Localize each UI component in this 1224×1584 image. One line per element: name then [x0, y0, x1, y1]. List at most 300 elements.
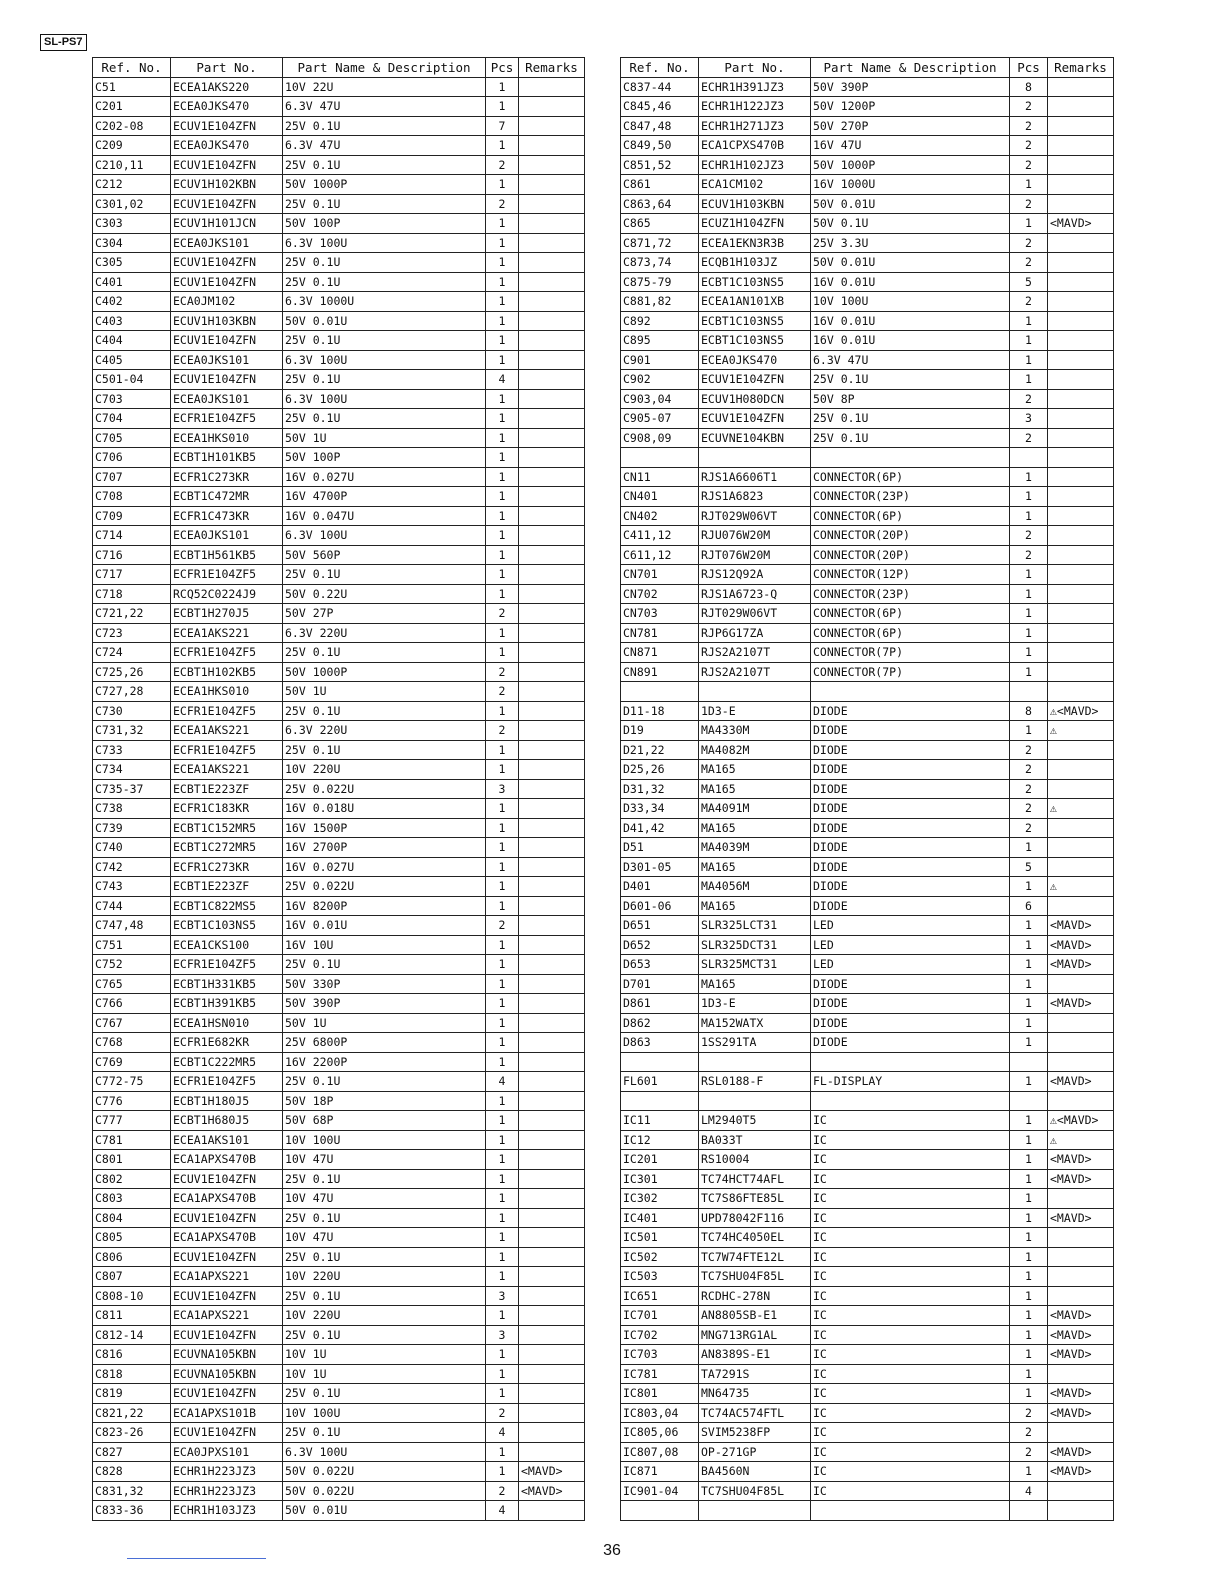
remarks-cell — [1048, 175, 1114, 195]
table-row — [621, 974, 1114, 994]
pcs-cell: 1 — [1010, 331, 1048, 351]
ref-no-cell: C801 — [93, 1150, 171, 1170]
header-ref-no: Ref. No. — [93, 58, 171, 78]
pcs-cell: 1 — [1010, 1325, 1048, 1345]
ref-no-cell: C708 — [93, 487, 171, 507]
ref-no-cell: C703 — [93, 389, 171, 409]
part-no-cell: RCDHC-278N — [699, 1286, 811, 1306]
table-row — [93, 623, 585, 643]
ref-no-cell: D301-05 — [621, 857, 699, 877]
description-cell: IC — [811, 1286, 1010, 1306]
pcs-cell: 2 — [1010, 779, 1048, 799]
header-ref-no: Ref. No. — [621, 58, 699, 78]
table-row — [621, 409, 1114, 429]
table-row — [93, 1364, 585, 1384]
footer-rule — [127, 1558, 266, 1559]
table-row — [621, 1442, 1114, 1462]
part-no-cell: MA4039M — [699, 838, 811, 858]
remarks-cell — [1048, 155, 1114, 175]
table-row — [93, 857, 585, 877]
part-no-cell: ECBT1C103NS5 — [699, 311, 811, 331]
remarks-cell — [519, 1345, 585, 1365]
part-no-cell: 1SS291TA — [699, 1033, 811, 1053]
part-no-cell: ECUV1E104ZFN — [171, 1286, 283, 1306]
description-cell: LED — [811, 955, 1010, 975]
description-cell: 50V 1U — [283, 428, 486, 448]
remarks-cell — [519, 1247, 585, 1267]
description-cell: IC — [811, 1384, 1010, 1404]
ref-no-cell: C806 — [93, 1247, 171, 1267]
pcs-cell: 1 — [486, 1306, 519, 1326]
table-row — [93, 370, 585, 390]
description-cell: 50V 0.22U — [283, 584, 486, 604]
ref-no-cell: D41,42 — [621, 818, 699, 838]
table-row — [93, 1481, 585, 1501]
pcs-cell: 2 — [1010, 116, 1048, 136]
description-cell: DIODE — [811, 779, 1010, 799]
table-row — [93, 292, 585, 312]
remarks-cell: <MAVD> — [1048, 1150, 1114, 1170]
table-row — [93, 1228, 585, 1248]
part-no-cell: ECHR1H102JZ3 — [699, 155, 811, 175]
description-cell: 50V 27P — [283, 604, 486, 624]
ref-no-cell: C411,12 — [621, 526, 699, 546]
table-row — [621, 1462, 1114, 1482]
pcs-cell: 1 — [486, 233, 519, 253]
part-no-cell: ECUV1H102KBN — [171, 175, 283, 195]
table-row — [93, 1345, 585, 1365]
description-cell: 6.3V 100U — [283, 526, 486, 546]
pcs-cell: 1 — [486, 857, 519, 877]
part-no-cell: ECUV1E104ZFN — [699, 370, 811, 390]
table-row — [621, 448, 1114, 468]
table-row — [621, 1345, 1114, 1365]
ref-no-cell: D11-18 — [621, 701, 699, 721]
ref-no-cell: C849,50 — [621, 136, 699, 156]
part-no-cell: ECUV1H103KBN — [699, 194, 811, 214]
description-cell: 25V 0.1U — [283, 194, 486, 214]
pcs-cell: 1 — [1010, 1364, 1048, 1384]
ref-no-cell: D31,32 — [621, 779, 699, 799]
description-cell: 6.3V 47U — [283, 97, 486, 117]
pcs-cell: 1 — [486, 1267, 519, 1287]
pcs-cell: 1 — [1010, 487, 1048, 507]
description-cell: 25V 0.1U — [283, 565, 486, 585]
description-cell: FL-DISPLAY — [811, 1072, 1010, 1092]
table-row — [93, 1384, 585, 1404]
description-cell: 50V 68P — [283, 1111, 486, 1131]
description-cell: 50V 1000P — [283, 175, 486, 195]
remarks-cell — [519, 506, 585, 526]
table-row — [621, 1247, 1114, 1267]
pcs-cell: 1 — [486, 1033, 519, 1053]
table-row — [621, 155, 1114, 175]
remarks-cell — [519, 799, 585, 819]
part-no-cell: ECA1APXS470B — [171, 1189, 283, 1209]
table-row — [621, 350, 1114, 370]
pcs-cell: 2 — [1010, 253, 1048, 273]
remarks-cell — [519, 1130, 585, 1150]
part-no-cell: ECBT1H680J5 — [171, 1111, 283, 1131]
table-row — [93, 272, 585, 292]
remarks-cell — [519, 916, 585, 936]
part-no-cell: MA165 — [699, 857, 811, 877]
ref-no-cell: C752 — [93, 955, 171, 975]
part-no-cell: MNG713RG1AL — [699, 1325, 811, 1345]
description-cell: 25V 0.1U — [283, 1384, 486, 1404]
description-cell: DIODE — [811, 877, 1010, 897]
description-cell: 50V 1000P — [811, 155, 1010, 175]
ref-no-cell — [621, 1052, 699, 1072]
table-row — [621, 643, 1114, 663]
remarks-cell: <MAVD> — [1048, 1169, 1114, 1189]
remarks-cell — [1048, 194, 1114, 214]
ref-no-cell: D21,22 — [621, 740, 699, 760]
table-row — [93, 116, 585, 136]
remarks-cell — [519, 1013, 585, 1033]
remarks-cell — [1048, 272, 1114, 292]
pcs-cell: 2 — [1010, 760, 1048, 780]
table-row — [621, 721, 1114, 741]
remarks-cell: ⚠ — [1048, 799, 1114, 819]
ref-no-cell: C727,28 — [93, 682, 171, 702]
pcs-cell — [1010, 682, 1048, 702]
table-row — [93, 799, 585, 819]
ref-no-cell: C767 — [93, 1013, 171, 1033]
remarks-cell: <MAVD> — [519, 1462, 585, 1482]
pcs-cell: 1 — [486, 311, 519, 331]
ref-no-cell: C731,32 — [93, 721, 171, 741]
description-cell: 50V 8P — [811, 389, 1010, 409]
pcs-cell: 1 — [1010, 662, 1048, 682]
description-cell: 50V 0.01U — [811, 253, 1010, 273]
part-no-cell: ECFR1C473KR — [171, 506, 283, 526]
table-row — [93, 155, 585, 175]
part-no-cell: RJS1A6606T1 — [699, 467, 811, 487]
part-no-cell: ECUV1E104ZFN — [171, 194, 283, 214]
part-no-cell: ECUV1E104ZFN — [699, 409, 811, 429]
description-cell: IC — [811, 1130, 1010, 1150]
ref-no-cell: IC901-04 — [621, 1481, 699, 1501]
remarks-cell — [519, 1111, 585, 1131]
table-row — [93, 604, 585, 624]
remarks-cell: ⚠<MAVD> — [1048, 701, 1114, 721]
table-row — [93, 994, 585, 1014]
table-row — [93, 389, 585, 409]
ref-no-cell: C837-44 — [621, 77, 699, 97]
part-no-cell: ECUV1E104ZFN — [171, 1384, 283, 1404]
part-no-cell: RJS1A6823 — [699, 487, 811, 507]
table-row — [621, 584, 1114, 604]
part-no-cell: ECBT1H561KB5 — [171, 545, 283, 565]
part-no-cell: ECBT1C103NS5 — [699, 272, 811, 292]
description-cell: 50V 100P — [283, 214, 486, 234]
ref-no-cell: C202-08 — [93, 116, 171, 136]
part-no-cell: ECFR1C273KR — [171, 857, 283, 877]
ref-no-cell: C827 — [93, 1442, 171, 1462]
part-no-cell: ECHR1H223JZ3 — [171, 1462, 283, 1482]
description-cell: IC — [811, 1481, 1010, 1501]
table-row — [93, 448, 585, 468]
ref-no-cell — [621, 448, 699, 468]
description-cell: IC — [811, 1111, 1010, 1131]
pcs-cell: 1 — [486, 253, 519, 273]
pcs-cell: 3 — [486, 779, 519, 799]
remarks-cell — [1048, 1286, 1114, 1306]
pcs-cell: 1 — [1010, 506, 1048, 526]
description-cell: 50V 0.022U — [283, 1462, 486, 1482]
part-no-cell: ECUV1E104ZFN — [171, 1247, 283, 1267]
ref-no-cell: C776 — [93, 1091, 171, 1111]
table-row — [93, 1501, 585, 1521]
pcs-cell: 1 — [1010, 877, 1048, 897]
remarks-cell — [519, 1286, 585, 1306]
pcs-cell: 1 — [486, 643, 519, 663]
remarks-cell: ⚠ — [1048, 877, 1114, 897]
parts-table-right — [620, 57, 1114, 1521]
remarks-cell — [1048, 604, 1114, 624]
ref-no-cell: C709 — [93, 506, 171, 526]
pcs-cell: 1 — [1010, 1267, 1048, 1287]
remarks-cell: <MAVD> — [1048, 994, 1114, 1014]
description-cell — [811, 1091, 1010, 1111]
ref-no-cell: C305 — [93, 253, 171, 273]
description-cell: 25V 0.1U — [283, 253, 486, 273]
remarks-cell — [1048, 1052, 1114, 1072]
pcs-cell: 1 — [486, 1130, 519, 1150]
description-cell: CONNECTOR(6P) — [811, 506, 1010, 526]
description-cell — [811, 682, 1010, 702]
part-no-cell: SLR325LCT31 — [699, 916, 811, 936]
part-no-cell: ECA1APXS101B — [171, 1403, 283, 1423]
ref-no-cell: C781 — [93, 1130, 171, 1150]
part-no-cell: ECEA0JKS101 — [171, 526, 283, 546]
table-row — [621, 838, 1114, 858]
description-cell: DIODE — [811, 1033, 1010, 1053]
description-cell: 25V 0.022U — [283, 779, 486, 799]
table-row — [621, 526, 1114, 546]
pcs-cell: 1 — [1010, 175, 1048, 195]
description-cell: CONNECTOR(6P) — [811, 623, 1010, 643]
pcs-cell: 3 — [1010, 409, 1048, 429]
table-row — [621, 1169, 1114, 1189]
ref-no-cell: C209 — [93, 136, 171, 156]
part-no-cell: TC74AC574FTL — [699, 1403, 811, 1423]
part-no-cell: RS10004 — [699, 1150, 811, 1170]
part-no-cell: ECUVNE104KBN — [699, 428, 811, 448]
ref-no-cell: C739 — [93, 818, 171, 838]
ref-no-cell: C908,09 — [621, 428, 699, 448]
table-row — [93, 1208, 585, 1228]
pcs-cell: 2 — [486, 604, 519, 624]
pcs-cell: 1 — [486, 292, 519, 312]
description-cell: IC — [811, 1189, 1010, 1209]
table-row — [621, 877, 1114, 897]
remarks-cell: ⚠ — [1048, 721, 1114, 741]
description-cell: 16V 10U — [283, 935, 486, 955]
table-row — [93, 311, 585, 331]
part-no-cell: RCQ52C0224J9 — [171, 584, 283, 604]
description-cell: 10V 100U — [283, 1130, 486, 1150]
pcs-cell: 2 — [486, 194, 519, 214]
table-row — [621, 760, 1114, 780]
pcs-cell: 1 — [1010, 1189, 1048, 1209]
ref-no-cell: D863 — [621, 1033, 699, 1053]
pcs-cell: 1 — [486, 760, 519, 780]
pcs-cell: 8 — [1010, 701, 1048, 721]
ref-no-cell: C805 — [93, 1228, 171, 1248]
pcs-cell: 1 — [486, 136, 519, 156]
remarks-cell — [519, 233, 585, 253]
remarks-cell — [1048, 467, 1114, 487]
part-no-cell: ECEA0JKS101 — [171, 233, 283, 253]
pcs-cell: 4 — [486, 1072, 519, 1092]
description-cell: 10V 220U — [283, 760, 486, 780]
description-cell: 6.3V 47U — [811, 350, 1010, 370]
part-no-cell: MA152WATX — [699, 1013, 811, 1033]
table-row — [621, 701, 1114, 721]
part-no-cell: ECUV1E104ZFN — [171, 253, 283, 273]
ref-no-cell: CN891 — [621, 662, 699, 682]
pcs-cell: 8 — [1010, 77, 1048, 97]
remarks-cell — [1048, 779, 1114, 799]
remarks-cell — [519, 97, 585, 117]
ref-no-cell — [621, 1091, 699, 1111]
pcs-cell: 2 — [1010, 1442, 1048, 1462]
table-row — [93, 818, 585, 838]
table-row — [621, 311, 1114, 331]
pcs-cell: 1 — [486, 584, 519, 604]
remarks-cell — [519, 1325, 585, 1345]
ref-no-cell: CN781 — [621, 623, 699, 643]
table-row — [93, 409, 585, 429]
ref-no-cell: C704 — [93, 409, 171, 429]
table-row — [621, 370, 1114, 390]
remarks-cell — [519, 604, 585, 624]
description-cell: 16V 1500P — [283, 818, 486, 838]
description-cell: 50V 0.022U — [283, 1481, 486, 1501]
remarks-cell — [519, 974, 585, 994]
remarks-cell — [1048, 584, 1114, 604]
ref-no-cell: CN703 — [621, 604, 699, 624]
table-row — [621, 1052, 1114, 1072]
table-row — [93, 350, 585, 370]
part-no-cell: RJS2A2107T — [699, 643, 811, 663]
part-no-cell: ECBT1C272MR5 — [171, 838, 283, 858]
part-no-cell: ECBT1C822MS5 — [171, 896, 283, 916]
pcs-cell: 1 — [1010, 1013, 1048, 1033]
description-cell: 50V 270P — [811, 116, 1010, 136]
part-no-cell: ECHR1H271JZ3 — [699, 116, 811, 136]
table-row — [93, 545, 585, 565]
part-no-cell: BA033T — [699, 1130, 811, 1150]
ref-no-cell: C821,22 — [93, 1403, 171, 1423]
ref-no-cell: C301,02 — [93, 194, 171, 214]
table-row — [621, 1306, 1114, 1326]
description-cell: 50V 0.01U — [283, 1501, 486, 1521]
ref-no-cell: CN871 — [621, 643, 699, 663]
description-cell: 16V 0.01U — [811, 311, 1010, 331]
ref-no-cell: C706 — [93, 448, 171, 468]
table-row — [621, 1033, 1114, 1053]
description-cell: 25V 0.1U — [283, 1423, 486, 1443]
pcs-cell: 1 — [1010, 311, 1048, 331]
table-row — [93, 428, 585, 448]
pcs-cell: 1 — [486, 740, 519, 760]
part-no-cell: ECFR1E104ZF5 — [171, 409, 283, 429]
table-row — [93, 974, 585, 994]
table-row — [621, 1501, 1114, 1521]
part-no-cell — [699, 1091, 811, 1111]
pcs-cell: 1 — [1010, 350, 1048, 370]
remarks-cell — [519, 175, 585, 195]
remarks-cell — [519, 1033, 585, 1053]
table-row — [93, 1150, 585, 1170]
table-row — [93, 584, 585, 604]
pcs-cell: 2 — [486, 155, 519, 175]
ref-no-cell: C802 — [93, 1169, 171, 1189]
remarks-cell — [1048, 409, 1114, 429]
description-cell: 6.3V 100U — [283, 350, 486, 370]
part-no-cell: ECA1APXS221 — [171, 1267, 283, 1287]
description-cell: 16V 8200P — [283, 896, 486, 916]
part-no-cell: ECUV1E104ZFN — [171, 1208, 283, 1228]
pcs-cell: 1 — [486, 877, 519, 897]
description-cell: 6.3V 220U — [283, 623, 486, 643]
pcs-cell: 1 — [486, 1345, 519, 1365]
pcs-cell: 1 — [486, 175, 519, 195]
table-row — [93, 1111, 585, 1131]
part-no-cell: ECUV1E104ZFN — [171, 1423, 283, 1443]
remarks-cell — [519, 584, 585, 604]
description-cell: LED — [811, 935, 1010, 955]
table-row — [621, 799, 1114, 819]
part-no-cell: TC74HCT74AFL — [699, 1169, 811, 1189]
remarks-cell — [1048, 857, 1114, 877]
description-cell: DIODE — [811, 994, 1010, 1014]
remarks-cell — [1048, 448, 1114, 468]
description-cell: 50V 330P — [283, 974, 486, 994]
header-part-no: Part No. — [171, 58, 283, 78]
pcs-cell: 1 — [486, 1228, 519, 1248]
ref-no-cell: C816 — [93, 1345, 171, 1365]
table-row — [621, 916, 1114, 936]
description-cell: DIODE — [811, 818, 1010, 838]
table-row — [93, 935, 585, 955]
ref-no-cell: FL601 — [621, 1072, 699, 1092]
part-no-cell: TC7SHU04F85L — [699, 1267, 811, 1287]
part-no-cell: ECEA1AKS221 — [171, 623, 283, 643]
description-cell: CONNECTOR(7P) — [811, 643, 1010, 663]
table-row — [93, 1013, 585, 1033]
part-no-cell: ECA1APXS470B — [171, 1150, 283, 1170]
remarks-cell — [1048, 1033, 1114, 1053]
remarks-cell — [1048, 331, 1114, 351]
header-pcs: Pcs — [1010, 58, 1048, 78]
pcs-cell: 1 — [486, 1384, 519, 1404]
pcs-cell: 1 — [1010, 1208, 1048, 1228]
description-cell: 50V 0.01U — [283, 311, 486, 331]
pcs-cell: 1 — [486, 1052, 519, 1072]
part-no-cell: ECUV1E104ZFN — [171, 272, 283, 292]
table-row — [93, 1091, 585, 1111]
remarks-cell — [1048, 97, 1114, 117]
ref-no-cell: IC302 — [621, 1189, 699, 1209]
description-cell: IC — [811, 1423, 1010, 1443]
table-row — [621, 1013, 1114, 1033]
table-row — [93, 682, 585, 702]
ref-no-cell: C210,11 — [93, 155, 171, 175]
